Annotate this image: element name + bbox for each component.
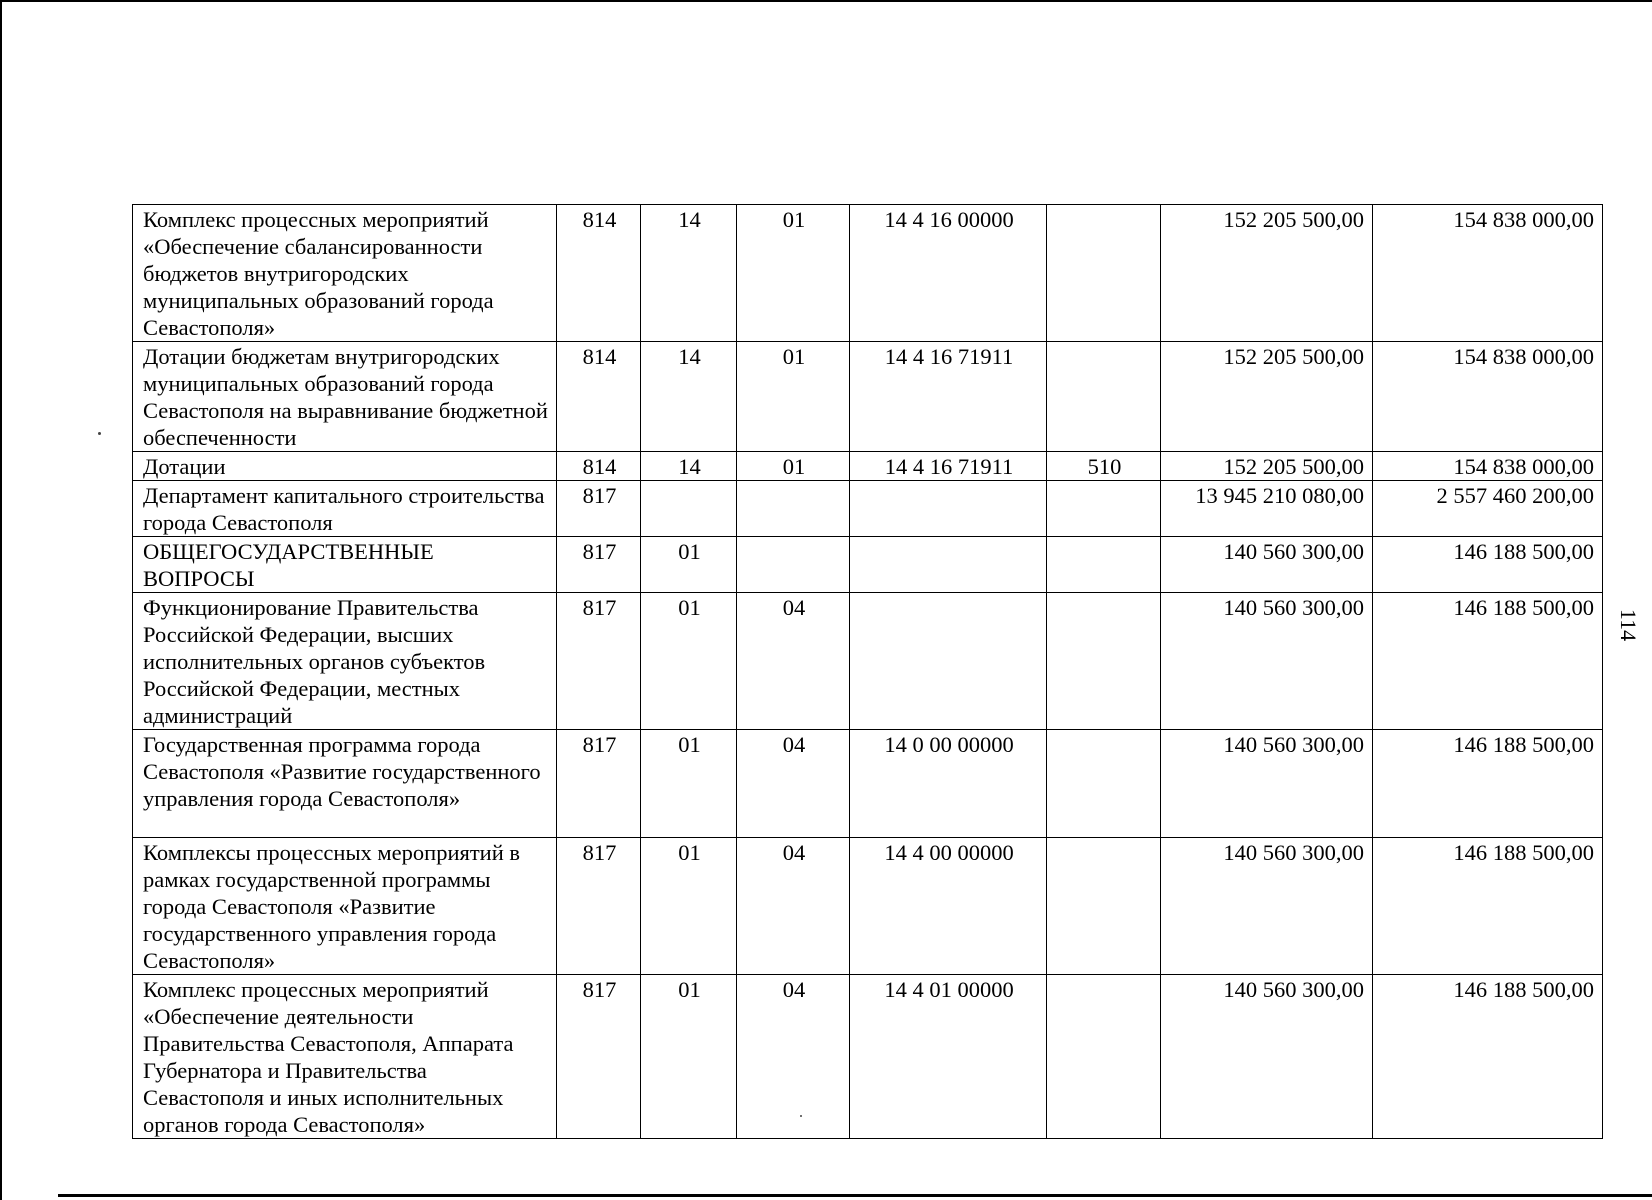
subsection-code: 04: [737, 593, 850, 730]
subsection-code: 01: [737, 452, 850, 481]
page-number: 114: [1616, 608, 1642, 642]
table-row: [133, 730, 1603, 838]
expense-type-code: [1047, 205, 1161, 342]
section-code: 01: [641, 730, 737, 838]
expense-type-code: [1047, 342, 1161, 452]
table-row: [133, 481, 1603, 537]
amount-year-2: 146 188 500,00: [1373, 593, 1603, 730]
section-code: 01: [641, 838, 737, 975]
subsection-code: 01: [737, 205, 850, 342]
dept-code: 817: [557, 975, 641, 1139]
section-code: 14: [641, 205, 737, 342]
section-code: 14: [641, 342, 737, 452]
table-row: [133, 975, 1603, 1139]
subsection-code: 04: [737, 975, 850, 1139]
scan-edge-left: [0, 0, 2, 1200]
amount-year-1: 152 205 500,00: [1161, 452, 1373, 481]
amount-year-2: 2 557 460 200,00: [1373, 481, 1603, 537]
amount-year-2: 146 188 500,00: [1373, 975, 1603, 1139]
scan-speck: [98, 432, 101, 435]
target-article-code: [850, 593, 1047, 730]
row-name: Комплекс процессных мероприятий «Обеспечение сбалансированности бюджетов внутригородских муниципальных образований города Севастополя»: [133, 205, 557, 342]
expense-type-code: [1047, 730, 1161, 838]
dept-code: 817: [557, 537, 641, 593]
expense-type-code: [1047, 593, 1161, 730]
amount-year-2: 154 838 000,00: [1373, 342, 1603, 452]
row-name: Функционирование Правительства Российской Федерации, высших исполнительных органов субъектов Российской Федерации, местных администраций: [133, 593, 557, 730]
target-article-code: 14 4 16 71911: [850, 342, 1047, 452]
target-article-code: 14 0 00 00000: [850, 730, 1047, 838]
amount-year-1: 140 560 300,00: [1161, 975, 1373, 1139]
target-article-code: [850, 537, 1047, 593]
table-row: [133, 452, 1603, 481]
amount-year-1: 140 560 300,00: [1161, 593, 1373, 730]
dept-code: 817: [557, 838, 641, 975]
dept-code: 814: [557, 342, 641, 452]
dept-code: 817: [557, 481, 641, 537]
subsection-code: [737, 537, 850, 593]
section-code: [641, 481, 737, 537]
target-article-code: 14 4 00 00000: [850, 838, 1047, 975]
row-name: Комплексы процессных мероприятий в рамках государственной программы города Севастополя «Развитие государственного управления города Севастополя»: [133, 838, 557, 975]
amount-year-1: 13 945 210 080,00: [1161, 481, 1373, 537]
expense-type-code: 510: [1047, 452, 1161, 481]
row-name: Дотации бюджетам внутригородских муниципальных образований города Севастополя на выравнивание бюджетной обеспеченности: [133, 342, 557, 452]
row-name: Департамент капитального строительства города Севастополя: [133, 481, 557, 537]
table-row: [133, 342, 1603, 452]
subsection-code: 01: [737, 342, 850, 452]
section-code: 01: [641, 537, 737, 593]
budget-table: [132, 204, 1603, 1139]
section-code: 01: [641, 975, 737, 1139]
scan-edge-top: [0, 0, 1652, 2]
section-code: 01: [641, 593, 737, 730]
target-article-code: [850, 481, 1047, 537]
table-row: [133, 537, 1603, 593]
amount-year-1: 140 560 300,00: [1161, 537, 1373, 593]
table-row: [133, 838, 1603, 975]
amount-year-1: 140 560 300,00: [1161, 730, 1373, 838]
amount-year-2: 154 838 000,00: [1373, 452, 1603, 481]
subsection-code: [737, 481, 850, 537]
amount-year-2: 146 188 500,00: [1373, 537, 1603, 593]
target-article-code: 14 4 16 00000: [850, 205, 1047, 342]
amount-year-1: 140 560 300,00: [1161, 838, 1373, 975]
expense-type-code: [1047, 975, 1161, 1139]
subsection-code: 04: [737, 838, 850, 975]
target-article-code: 14 4 01 00000: [850, 975, 1047, 1139]
dept-code: 817: [557, 593, 641, 730]
amount-year-2: 146 188 500,00: [1373, 838, 1603, 975]
expense-type-code: [1047, 537, 1161, 593]
dept-code: 814: [557, 205, 641, 342]
amount-year-2: 154 838 000,00: [1373, 205, 1603, 342]
target-article-code: 14 4 16 71911: [850, 452, 1047, 481]
table-row: [133, 593, 1603, 730]
dept-code: 817: [557, 730, 641, 838]
amount-year-1: 152 205 500,00: [1161, 205, 1373, 342]
table-body: [133, 205, 1603, 1139]
table-row: [133, 205, 1603, 342]
dept-code: 814: [557, 452, 641, 481]
scan-edge-bottom: [58, 1194, 1652, 1197]
row-name: Государственная программа города Севастополя «Развитие государственного управления города Севастополя»: [133, 730, 557, 838]
amount-year-2: 146 188 500,00: [1373, 730, 1603, 838]
row-name: Дотации: [133, 452, 557, 481]
expense-type-code: [1047, 838, 1161, 975]
amount-year-1: 152 205 500,00: [1161, 342, 1373, 452]
row-name: ОБЩЕГОСУДАРСТВЕННЫЕ ВОПРОСЫ: [133, 537, 557, 593]
subsection-code: 04: [737, 730, 850, 838]
row-name: Комплекс процессных мероприятий «Обеспечение деятельности Правительства Севастополя, Аппарата Губернатора и Правительства Севастополя и иных исполнительных органов города Севастополя»: [133, 975, 557, 1139]
expense-type-code: [1047, 481, 1161, 537]
section-code: 14: [641, 452, 737, 481]
